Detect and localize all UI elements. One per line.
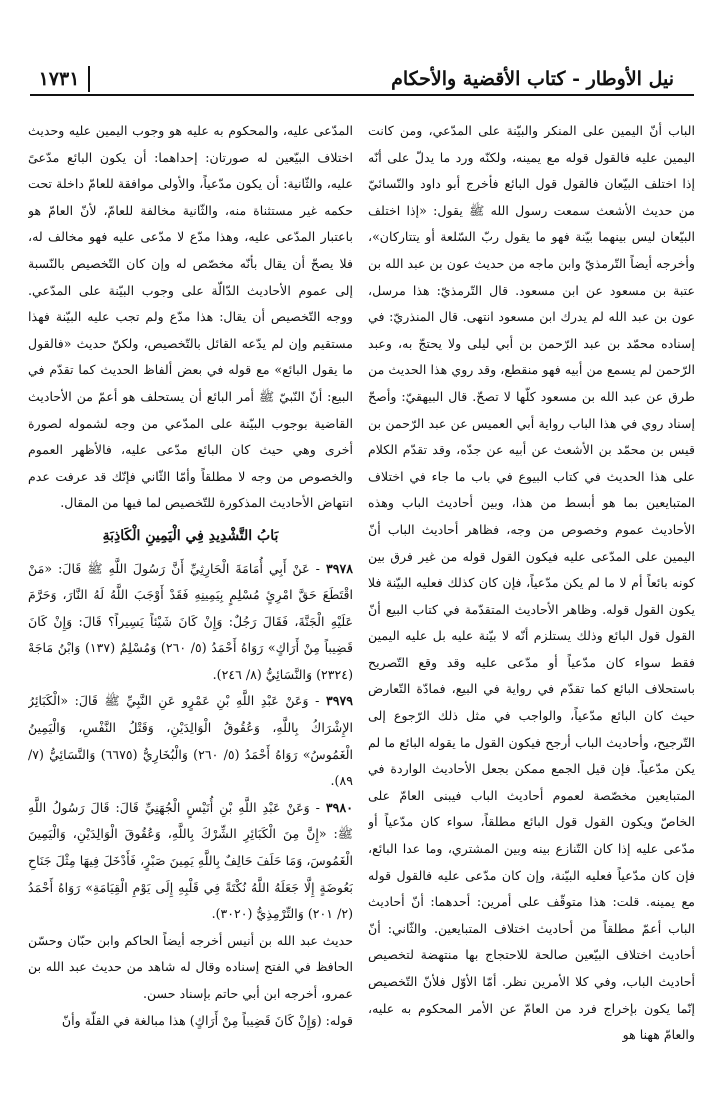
hadith-entry (28, 795, 353, 928)
hadith-text: - وَعَنْ عَبْدِ اللَّهِ بْنِ أُنَيْسٍ الْجُهَنِيِّ قَالَ: قَالَ رَسُولُ اللَّهِ ﷺ: «إِنَّ مِنَ الْكَبَائِرِ الشِّرْكَ بِاللَّهِ، وَعُقُوقَ الْوَالِدَيْنِ، وَالْيَمِينَ الْغَمُوسَ، وَمَا حَلَفَ حَالِفٌ بِاللَّهِ يَمِينَ صَبْرٍ، فَأَدْخَلَ فِيهَا مِثْلَ جَنَاحِ بَعُوضَةٍ إِلَّا جَعَلَهُ اللَّهُ نُكْتَةً فِي قَلْبِهِ إِلَى يَوْمِ الْقِيَامَةِ» رَوَاهُ أَحْمَدُ (٢/ ٢٠١) وَالتِّرْمِذِيُّ (٣٠٢٠). (28, 799, 353, 922)
paragraph: قوله: (وَإِنْ كَانَ قَضِيباً مِنْ أَرَاكٍ) هذا مبالغة في القلّة وأنّ (61, 1012, 353, 1028)
page-header (30, 68, 694, 96)
hadith-number: ٣٩٧٨ (325, 560, 353, 576)
section-heading: بَابُ التَّشْدِيدِ فِي الْيَمِينِ الْكَاذِبَةِ (102, 527, 279, 544)
hadith-entry (28, 688, 353, 794)
hadith-number: ٣٩٨٠ (325, 799, 353, 815)
right-column (368, 118, 695, 1103)
paragraph: حديث عبد الله بن أنيس أخرجه أيضاً الحاكم وابن حبّان وحسّن الحافظ في الفتح إسناده وقال له شاهد من حديث عبد الله بن عمرو، أخرجه ابن أبي حاتم بإسناد حسن. (28, 932, 353, 1001)
running-title: نيل الأوطار - كتاب الأقضية والأحكام (391, 68, 674, 90)
paragraph: المدّعى عليه، والمحكوم به عليه هو وجوب اليمين عليه وحديث اختلاف البيّعين له صورتان: إحداهما: أن يكون البائع مدّعىً عليه، والثّانية: أن يكون مدّعياً، والأولى موافقة للعامّ داخلة تحت حكمه غير مستثناة منه، والثّانية مخالفة للعامّ، لأنّ العامّ هو باعتبار المدّعى عليه، وهذا مدّع لا مدّعى عليه فهو مخالف له، فلا يصحّ أن يقال بأنّه مخصّص له وإن كان التّخصيص بالنّسبة إلى عموم الأحاديث الدّالّة على وجوب البيّنة على المدّعي. ووجه التّخصيص أن يقال: هذا مدّع ولم تجب عليه البيّنة فهذا مستقيم وإن لم يدّعه القائل بالتّخصيص، ولكنّ حديث «فالقول ما يقول البائع» مع قوله في بعض ألفاظ الحديث كما تقدّم في البيع: أنّ النّبيّ ﷺ أمر البائع أن يستحلف هو أعمّ من الأحاديث القاضية بوجوب البيّنة على المدّعي من وجه لشموله لصورة أخرى وهي حيث كان البائع مدّعى عليه، فالأظهر العموم والخصوص من وجه لا مطلقاً وأمّا الثّاني فإنّك قد عرفت عدم انتهاض الأحاديث المذكورة للتّخصيص لما فيها من المقال. (28, 123, 353, 511)
hadith-text: - عَنْ أَبِي أُمَامَةَ الْحَارِثِيِّ أَنَّ رَسُولَ اللَّهِ ﷺ قَالَ: «مَنْ اقْتَطَعَ حَقَّ امْرِئٍ مُسْلِمٍ بِيَمِينِهِ فَقَدْ أَوْجَبَ اللَّهُ لَهُ النَّارَ، وَحَرَّمَ عَلَيْهِ الْجَنَّةَ، فَقَالَ رَجُلٌ: وَإِنْ كَانَ شَيْئاً يَسِيراً؟ قَالَ: وَإِنْ كَانَ قَضِيباً مِنْ أَرَاكٍ» رَوَاهُ أَحْمَدُ (٥/ ٢٦٠) وَمُسْلِمٌ (١٣٧) وَابْنُ مَاجَهْ (٢٣٢٤) وَالنَّسَائِيُّ (٨/ ٢٤٦). (28, 560, 353, 682)
page-number: ١٧٣١ (30, 66, 90, 92)
paragraph: الباب أنّ اليمين على المنكر والبيّنة على المدّعي، ومن كانت اليمين عليه فالقول قوله مع يمينه، ولكنّه ورد ما يدلّ على أنّه إذا اختلف البيّعان فالقول قول البائع فأخرج أبو داود والنّسائيّ من حديث الأشعث سمعت رسول الله ﷺ يقول: «إذا اختلف البيّعان ليس بينهما بيّنة فهو ما يقول ربّ السّلعة أو يتتاركان»، وأخرجه أيضاً التّرمذيّ وابن ماجه من حديث عون بن عبد الله بن عتبة بن مسعود عن ابن مسعود. قال التّرمذيّ: هذا مرسل، عون بن عبد الله لم يدرك ابن مسعود انتهى. قال المنذريّ: في إسناده محمّد بن عبد الرّحمن بن أبي ليلى ولا يحتجّ به، وعبد الرّحمن لم يسمع من أبيه فهو منقطع، وقد روي هذا الحديث من طرق عن عبد الله بن مسعود كلّها لا تصحّ. قال البيهقيّ: وأصحّ إسناد روي في هذا الباب رواية أبي العميس عن عبد الرّحمن بن قيس بن محمّد بن الأشعث عن أبيه عن جدّه، وقد تقدّم الكلام على هذا الحديث في كتاب البيوع في باب ما جاء في اختلاف المتبايعين بما هو أبسط من هذا، وبين أحاديث الباب وهذه الأحاديث عموم وخصوص من وجه، فظاهر أحاديث الباب أنّ اليمين على المدّعى عليه فيكون القول قوله من غير فرق بين كونه بائعاً أم لا ما لم يكن مدّعياً، فإن كان كذلك فعليه البيّنة فلا يكون القول قوله. وظاهر الأحاديث المتقدّمة في كتاب البيع أنّ القول قول البائع وذلك يستلزم أنّه لا بيّنة عليه بل عليه اليمين فقط سواء كان مدّعياً أو مدّعى عليه وقد وقع التّصريح باستحلاف البائع كما تقدّم في رواية في البيع، فمادّة التّعارض حيث كان البائع مدّعياً، والواجب في مثل ذلك الرّجوع إلى التّرجيح، وأحاديث الباب أرجح فيكون القول ما يقوله البائع ما لم يكن مدّعياً. فإن قيل الجمع ممكن بجعل الأحاديث الواردة في المتبايعين مخصّصة لعموم أحاديث الباب فيبنى العامّ على الخاصّ ويكون القول قول البائع مطلقاً، سواء كان مدّعياً أو مدّعى عليه إذا كان التّنازع بينه وبين المشتري، وما عدا البائع، فإن كان مدّعياً فعليه البيّنة، وإن كان مدّعى عليه فالقول قوله مع يمينه. قلت: هذا متوقّف على أمرين: أحدهما: أنّ أحاديث الباب أعمّ مطلقاً من أحاديث اختلاف المتبايعين. والثّاني: أنّ أحاديث اختلاف البيّعين صالحة للاحتجاج بها منتهضة لتخصيص أحاديث الباب، وفي كلا الأمرين نظر. أمّا الأوّل فلأنّ التّخصيص إنّما يكون بإخراج فرد من العامّ عن الأمر المحكوم به عليه، والعامّ ههنا هو (368, 123, 695, 1043)
hadith-entry (28, 556, 353, 689)
left-column (28, 118, 353, 1103)
hadith-number: ٣٩٧٩ (325, 693, 353, 709)
hadith-text: - وَعَنْ عَبْدِ اللَّهِ بْنِ عَمْرٍو عَنِ النَّبِيِّ ﷺ قَالَ: «الْكَبَائِرُ الإِشْرَاكُ بِاللَّهِ، وَعُقُوقُ الْوَالِدَيْنِ، وَقَتْلُ النَّفْسِ، وَالْيَمِينُ الْغَمُوسُ» رَوَاهُ أَحْمَدُ (٥/ ٢٦٠) وَالْبُخَارِيُّ (٦٦٧٥) وَالنَّسَائِيُّ (٧/ ٨٩). (28, 693, 353, 789)
